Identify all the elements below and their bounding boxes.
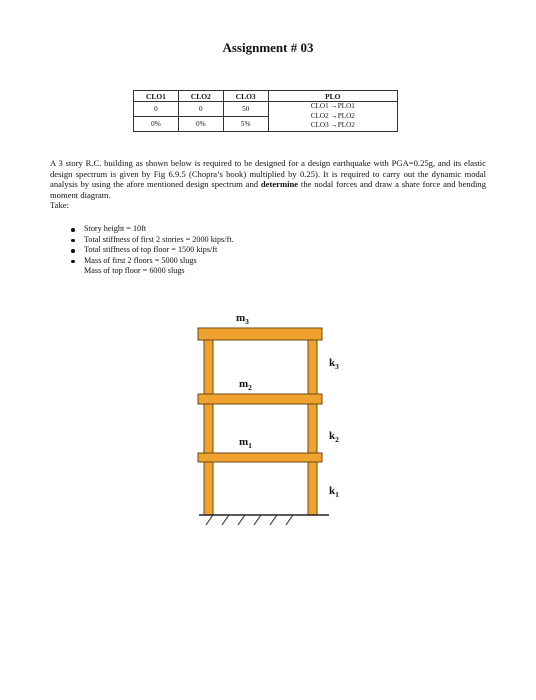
- stiffness-label-k1: [329, 485, 339, 499]
- cell-clo3-value: 50: [223, 102, 268, 117]
- hatch-mark: [238, 515, 245, 525]
- cell-clo2-percent: 0%: [178, 116, 223, 131]
- plo-mapping-2: CLO2 →PLO2: [310, 111, 355, 120]
- cell-clo3-percent: 5%: [223, 116, 268, 131]
- hatch-mark: [206, 515, 213, 525]
- mass-label-m1-base: m: [239, 436, 249, 448]
- mass-label-m2-base: m: [239, 378, 249, 390]
- take-label: Take:: [50, 200, 69, 210]
- hatch-mark: [286, 515, 293, 525]
- cell-clo2-value: 0: [178, 102, 223, 117]
- stiffness-label-k2: [329, 430, 339, 444]
- mass-label-m2-sub: 2: [248, 383, 252, 392]
- plo-mapping-3: CLO3 →PLO2: [310, 121, 355, 129]
- stiffness-label-k1-base: k: [329, 485, 336, 497]
- mass-label-m1-sub: 1: [248, 441, 252, 450]
- mass-label-m3-base: m: [236, 312, 246, 324]
- list-item: Mass of first 2 floors = 5000 slugs: [68, 256, 234, 267]
- second-floor-beam: [198, 394, 322, 404]
- problem-text: A 3 story R.C. building as shown below is required to be designed for a design earthquake with PGA=0.25g, and its elastic design spectrum is given by Fig 6.9.5 (Chopra’s book) multiplied by 0.25). It is required to carry out the dynamic modal analysis by using the afore mentioned design spectrum and: [50, 158, 486, 189]
- problem-statement: [50, 158, 486, 211]
- hatch-mark: [254, 515, 261, 525]
- page-title: Assignment # 03: [222, 40, 314, 55]
- mass-label-m1: [239, 436, 252, 450]
- stiffness-label-k3: [329, 357, 339, 371]
- left-column: [204, 333, 213, 515]
- roof-beam: [198, 328, 322, 340]
- hatch-mark: [270, 515, 277, 525]
- frame-members: [198, 328, 322, 515]
- table-row: [134, 102, 398, 117]
- stiffness-label-k2-sub: 2: [335, 435, 339, 444]
- header-clo1: CLO1: [134, 91, 179, 102]
- table-header-row: [134, 91, 398, 102]
- problem-bold-word: determine: [260, 179, 299, 189]
- building-frame-diagram: [0, 300, 536, 550]
- list-item: Total stiffness of top floor = 1500 kips/ft: [68, 245, 234, 256]
- givens-list: [68, 224, 234, 277]
- list-item: Mass of top floor = 6000 slugs: [84, 266, 185, 276]
- problem-text-end: the nodal forces and draw a share force and bending moment diagram.: [50, 179, 486, 200]
- stiffness-label-k2-base: k: [329, 430, 336, 442]
- ground-support: [199, 515, 329, 525]
- list-item: Total stiffness of first 2 stories = 2000 kips/ft.: [68, 235, 234, 246]
- plo-mapping-1: CLO1 →PLO1: [310, 102, 355, 110]
- clo-table: [133, 90, 398, 132]
- hatch-mark: [222, 515, 229, 525]
- mass-label-m2: [239, 378, 252, 392]
- list-item: Story height = 10ft: [68, 224, 234, 235]
- stiffness-label-k3-base: k: [329, 357, 336, 369]
- mass-label-m3-sub: 3: [245, 317, 249, 326]
- cell-clo1-value: 0: [134, 102, 179, 117]
- right-column: [308, 333, 317, 515]
- stiffness-label-k3-sub: 3: [335, 362, 339, 371]
- plo-mapping-cell: [268, 102, 397, 132]
- header-clo2: CLO2: [178, 91, 223, 102]
- stiffness-label-k1-sub: 1: [335, 490, 339, 499]
- cell-clo1-percent: 0%: [134, 116, 179, 131]
- mass-label-m3: [236, 312, 249, 326]
- header-plo: PLO: [268, 91, 397, 102]
- header-clo3: CLO3: [223, 91, 268, 102]
- first-floor-beam: [198, 453, 322, 462]
